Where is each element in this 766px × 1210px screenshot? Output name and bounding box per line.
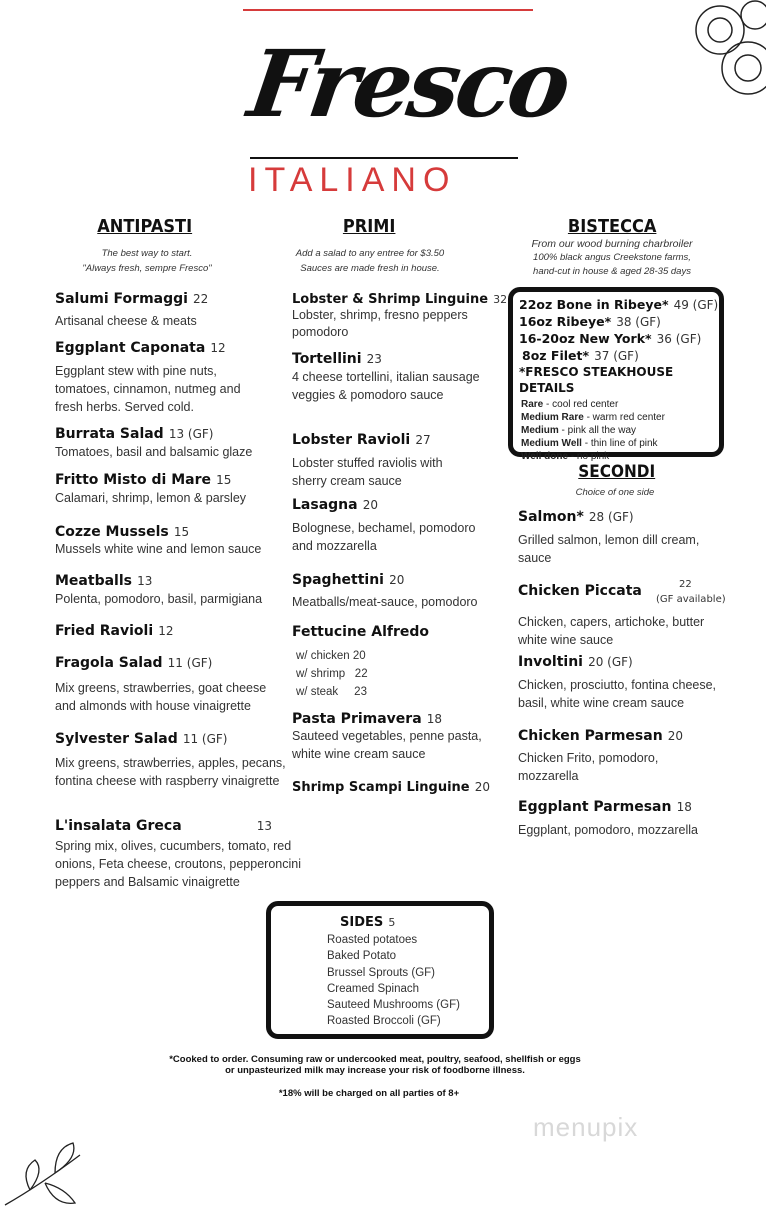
secondi-subtitle: Choice of one side xyxy=(575,487,655,498)
menu-item: Salumi Formaggi 22 Artisanal cheese & meats xyxy=(55,291,209,328)
menu-item: Pasta Primavera 18 Sauteed vegetables, penne pasta, white wine cream sauce xyxy=(292,711,482,761)
steak-details-title: *FRESCO STEAKHOUSE DETAILS xyxy=(519,365,674,395)
side-item: Creamed Spinach xyxy=(327,982,420,995)
side-item: Roasted Broccoli (GF) xyxy=(327,1015,441,1028)
logo-top-rule xyxy=(243,9,533,11)
party-charge-note: *18% will be charged on all parties of 8+ xyxy=(278,1088,460,1099)
steak-item: 8oz Filet* 37 (GF) xyxy=(522,348,639,363)
menu-item: Tortellini 23 4 cheese tortellini, italian sausage veggies & pomodoro sauce xyxy=(292,351,480,402)
tomato-illustration-icon xyxy=(690,0,766,100)
steak-item: 16oz Ribeye* 38 (GF) xyxy=(519,314,661,329)
menu-item: Fettucine Alfredo w/ chicken 20 w/ shrimp 22 w/ steak 23 xyxy=(292,621,502,701)
temp-item: Medium Well - thin line of pink xyxy=(521,438,658,449)
menu-item: Eggplant Caponata 12 Eggplant stew with pine nuts, tomatoes, cinnamon, nutmeg and fresh herbs. Served cold. xyxy=(55,340,241,414)
menu-item: Chicken Parmesan 20 Chicken Frito, pomodoro, mozzarella xyxy=(518,728,684,783)
menu-item: Shrimp Scampi Linguine 20 xyxy=(292,780,490,795)
sides-box xyxy=(266,901,494,1039)
fettucine-option: w/ shrimp 22 xyxy=(296,668,368,680)
steak-box xyxy=(508,287,724,462)
sides-heading: SIDES xyxy=(340,915,384,930)
price: 22 xyxy=(679,579,692,590)
menu-item: Fritto Misto di Mare 15 Calamari, shrimp, lemon & parsley xyxy=(55,472,247,505)
steak-item: 22oz Bone in Ribeye* 49 (GF) xyxy=(519,297,719,312)
menu-item: Eggplant Parmesan 18 Eggplant, pomodoro, mozzarella xyxy=(518,799,698,837)
logo-rule xyxy=(250,157,518,159)
bistecca-heading: BISTECCA xyxy=(567,216,657,237)
menu-item: Fragola Salad 11 (GF) Mix greens, strawberries, goat cheese and almonds with house vinaigrette xyxy=(55,655,267,713)
side-item: Brussel Sprouts (GF) xyxy=(327,966,435,979)
logo-script: Fresco xyxy=(242,30,574,138)
menu-item: Salmon* 28 (GF) Grilled salmon, lemon dill cream, sauce xyxy=(518,509,700,565)
temp-item: Medium - pink all the way xyxy=(521,425,637,436)
primi-subtitle: Add a salad to any entree for $3.50 Sauces are made fresh in house. xyxy=(295,248,445,274)
menu-item: L'insalata Greca 13 Spring mix, olives, cucumbers, tomato, red onions, Feta cheese, croutons, pepperoncini peppers and Balsamic vinaigrette xyxy=(55,818,301,889)
herb-illustration-icon xyxy=(0,1135,90,1210)
fettucine-option: w/ chicken 20 xyxy=(296,650,366,662)
secondi-heading: SECONDI xyxy=(578,462,656,482)
antipasti-heading: ANTIPASTI xyxy=(97,216,193,237)
menu-item: Cozze Mussels 15 Mussels white wine and lemon sauce xyxy=(55,524,262,556)
side-item: Baked Potato xyxy=(327,950,397,963)
menu-item: Meatballs 13 Polenta, pomodoro, basil, parmigiana xyxy=(55,573,263,606)
bistecca-subtitle: From our wood burning charbroiler 100% black angus Creekstone farms, hand-cut in house & aged 28-35 days xyxy=(531,238,693,277)
menu-item: Involtini 20 (GF) Chicken, prosciutto, fontina cheese, basil, white wine cream sauce xyxy=(518,654,717,710)
temp-item: Well done - no pink xyxy=(521,451,610,462)
menu-item: Burrata Salad 13 (GF) Tomatoes, basil and balsamic glaze xyxy=(55,426,253,459)
logo-subtitle: ITALIANO xyxy=(248,161,457,199)
steak-item: 16-20oz New York* 36 (GF) xyxy=(519,331,702,346)
watermark: menupix xyxy=(533,1112,639,1142)
menu-item: Lobster & Shrimp Linguine 32 Lobster, shrimp, fresno peppers pomodoro xyxy=(292,292,508,339)
menu-item: Chicken Piccata Chicken, capers, artichoke, butter white wine sauce xyxy=(518,583,705,647)
menu-item: Sylvester Salad 11 (GF) Mix greens, strawberries, apples, pecans, fontina cheese with raspberry vinaigrette xyxy=(55,731,286,788)
side-item: Sauteed Mushrooms (GF) xyxy=(327,999,460,1012)
temp-item: Medium Rare - warm red center xyxy=(521,412,665,423)
menu-item: Spaghettini 20 Meatballs/meat-sauce, pomodoro xyxy=(292,572,478,609)
antipasti-subtitle: The best way to start. "Always fresh, sempre Fresco" xyxy=(82,248,212,274)
menu-item: Lasagna 20 Bolognese, bechamel, pomodoro and mozzarella xyxy=(292,497,476,553)
disclaimer: *Cooked to order. Consuming raw or undercooked meat, poultry, seafood, shellfish or eggs or unpasteurized milk may increase your risk of foodborne illness. xyxy=(169,1054,581,1076)
price-note: (GF available) xyxy=(656,594,726,605)
primi-heading: PRIMI xyxy=(342,216,396,237)
temp-item: Rare - cool red center xyxy=(521,399,619,410)
menu-item: Lobster Ravioli 27 Lobster stuffed raviolis with sherry cream sauce xyxy=(292,432,443,488)
sides-price: 5 xyxy=(388,916,396,929)
side-item: Roasted potatoes xyxy=(327,934,418,946)
fettucine-option: w/ steak 23 xyxy=(296,686,367,698)
menu-item: Fried Ravioli 12 xyxy=(55,623,174,639)
